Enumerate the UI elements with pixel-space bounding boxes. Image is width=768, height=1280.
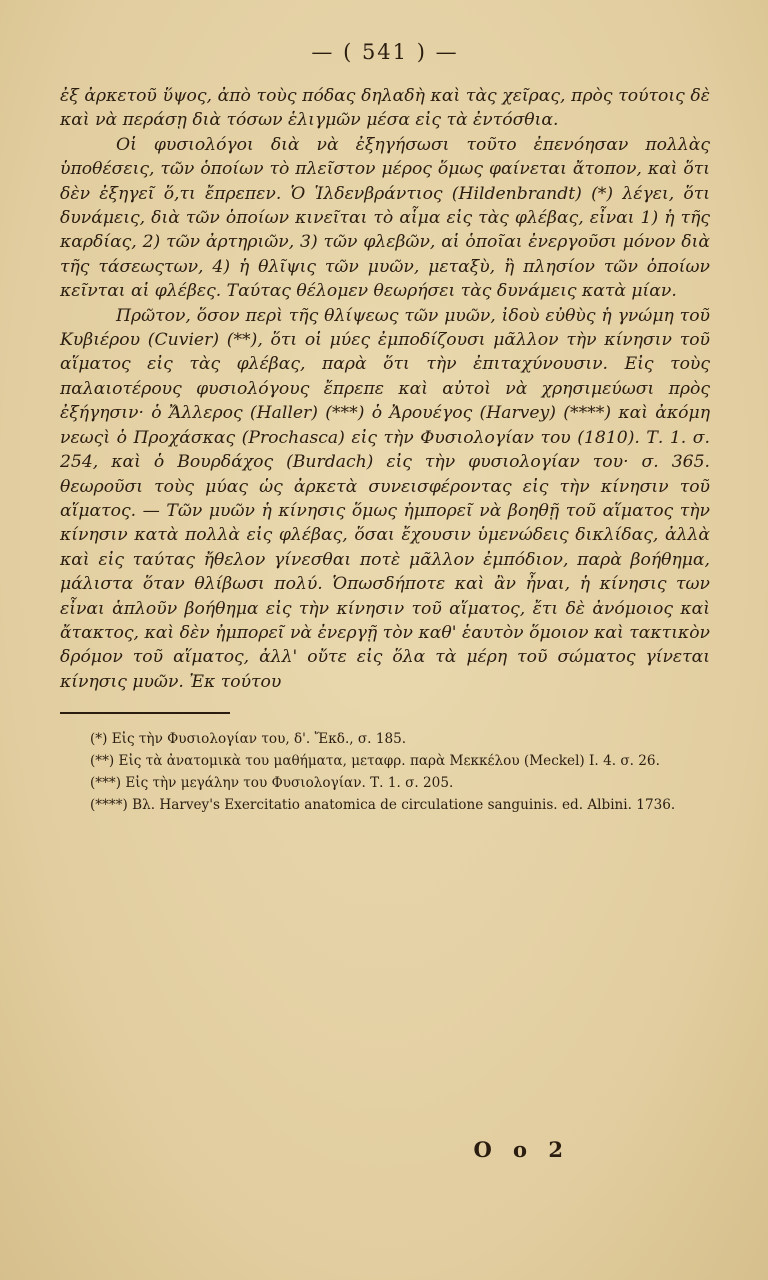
- footnote-2: (**) Εἰς τὰ ἀνατομικὰ του μαθήματα, μεταφρ. παρὰ Μεκκέλου (Meckel) Ι. 4. σ. 26.: [90, 753, 660, 770]
- page-number: — ( 541 ) —: [311, 40, 459, 64]
- paragraph-muscles: Πρῶτον, ὅσον περὶ τῆς θλίψεως τῶν μυῶν, ἰδοὺ εὐθὺς ἡ γνώμη τοῦ Κυβιέρου (Cuvier) (**), ὅτι οἱ μύες ἐμποδίζουσι μᾶλλον τὴν κίνησιν τοῦ αἵματος εἰς τὰς φλέβας, παρὰ ὅτι τὴν ἐπιταχύνουσιν. Εἰς τοὺς παλαιοτέρους φυσιολόγους ἔπρεπε καὶ αὐτοὶ νὰ χρησιμεύωσι πρὸς ἐξήγησιν· ὁ Ἄλλερος (Haller) (***) ὁ Ἀρουέγος (Harvey) (****) καὶ ἀκόμη νεωςὶ ὁ Προχάσκας (Prochasca) εἰς τὴν Φυσιολογίαν του (1810). Τ. 1. σ. 254, καὶ ὁ Βουρδάχος (Burdach) εἰς τὴν φυσιολογίαν του· σ. 365. θεωροῦσι τοὺς μύας ὡς ἀρκετὰ συνεισφέροντας εἰς τὴν κίνησιν τοῦ αἵματος. — Τῶν μυῶν ἡ κίνησις ὅμως ἠμπορεῖ νὰ βοηθῇ τοῦ αἵματος τὴν κίνησιν κατὰ πολλὰ εἰς φλέβας, ὅσαι ἔχουσιν ὑμενώδεις δικλίδας, ἀλλὰ καὶ εἰς ταύτας ἤθελον γίνεσθαι ποτὲ μᾶλλον ἐμπόδιον, παρὰ βοήθημα, μάλιστα ὅταν θλίβωσι πολύ. Ὁπωσδήποτε καὶ ἂν ἦναι, ἡ κίνησις των εἶναι ἁπλοῦν βοήθημα εἰς τὴν κίνησιν τοῦ αἵματος, ἔτι δὲ ἀνόμοιος καὶ ἄτακτος, καὶ δὲν ἠμπορεῖ νὰ ἐνεργῇ τὸν καθ' ἑαυτὸν ὅμοιον καὶ τακτικὸν δρόμον τοῦ αἵματος, ἀλλ' οὔτε εἰς ὅλα τὰ μέρη τοῦ σώματος γίνεται κίνησις μυῶν. Ἐκ τούτου: [60, 305, 710, 692]
- signature-mark: Ο ο 2: [473, 1137, 570, 1162]
- footnote-4: (****) Βλ. Harvey's Exercitatio anatomica de circulatione sanguinis. ed. Albini. 1736.: [90, 797, 676, 814]
- footnotes: [60, 728, 710, 816]
- paragraph-physiologists: Οἱ φυσιολόγοι διὰ νὰ ἐξηγήσωσι τοῦτο ἐπενόησαν πολλὰς ὑποθέσεις, τῶν ὁποίων τὸ πλεῖστον μέρος ὅμως φαίνεται ἄτοπον, καὶ ὅτι δὲν ἐξηγεῖ ὅ,τι ἔπρεπεν. Ὁ Ἱλδενβράντιος (Hildenbrandt) (*) λέγει, ὅτι δυνάμεις, διὰ τῶν ὁποίων κινεῖται τὸ αἷμα εἰς τὰς φλέβας, εἶναι 1) ἡ τῆς καρδίας, 2) τῶν ἀρτηριῶν, 3) τῶν φλεβῶν, αἱ ὁποῖαι ἐνεργοῦσι μόνον διὰ τῆς τάσεωςτων, 4) ἡ θλῖψις τῶν μυῶν, μεταξὺ, ἢ πλησίον τῶν ὁποίων κεῖνται αἱ φλέβες. Ταύτας θέλομεν θεωρήσει τὰς δυνάμεις κατὰ μίαν.: [60, 134, 710, 302]
- main-text: [60, 84, 710, 694]
- footnote-divider: [60, 712, 230, 714]
- paragraph-continuation: ἐξ ἀρκετοῦ ὕψος, ἀπὸ τοὺς πόδας δηλαδὴ καὶ τὰς χεῖρας, πρὸς τούτοις δὲ καὶ νὰ περάσῃ διὰ τόσων ἑλιγμῶν μέσα εἰς τὰ ἐντόσθια.: [60, 86, 710, 131]
- footnote-3: (***) Εἰς τὴν μεγάλην του Φυσιολογίαν. Τ. 1. σ. 205.: [90, 775, 454, 792]
- footnote-1: (*) Εἰς τὴν Φυσιολογίαν του, δ'. Ἔκδ., σ. 185.: [90, 731, 407, 748]
